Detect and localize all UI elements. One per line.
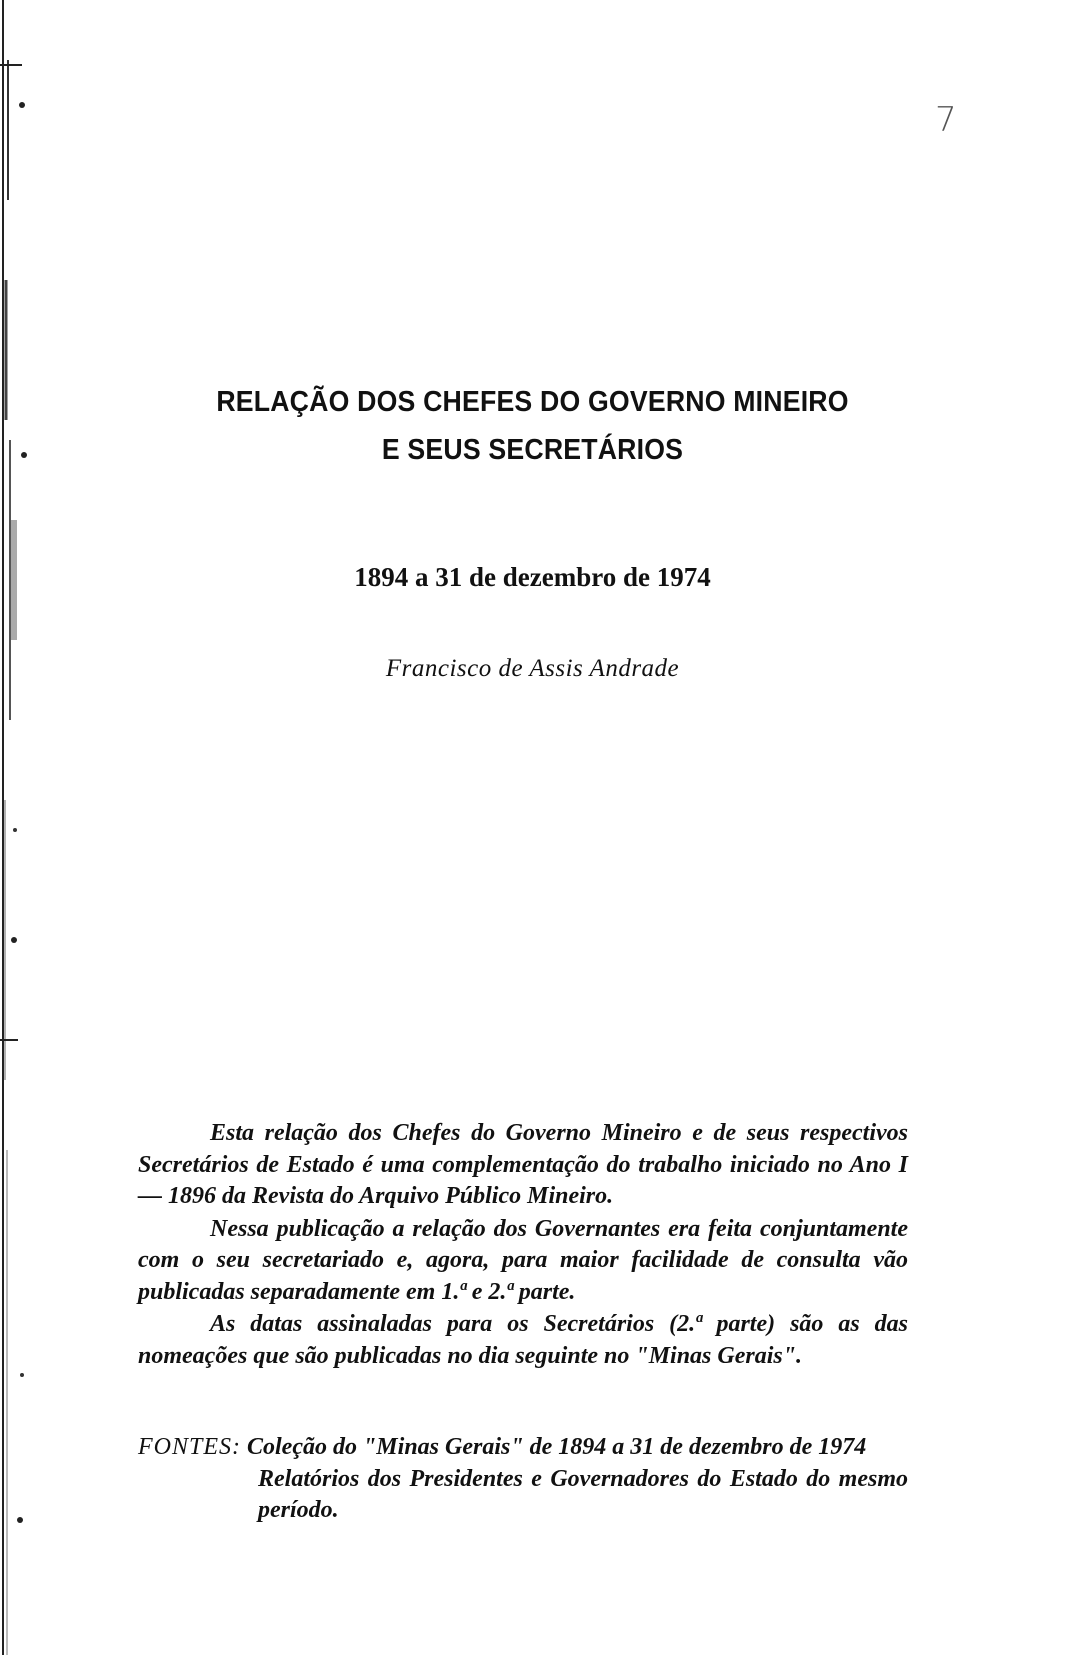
title-line-2: E SEUS SECRETÁRIOS [381,434,684,466]
page-number: 7 [935,100,957,140]
sources-block [138,1432,908,1527]
author-name: Francisco de Assis Andrade [385,655,680,682]
binding-edge-scan-artifact [0,0,40,1655]
sources-label: FONTES: [138,1434,241,1460]
page-title [43,378,1023,474]
intro-paragraph-2: Nessa publicação a relação dos Governantes era feita conjuntamente com o seu secretariado e, agora, para maior facilidade de consulta vão publicadas separadamente em 1.ª e 2.ª parte. [138,1215,908,1305]
intro-paragraph-1: Esta relação dos Chefes do Governo Mineiro e de seus respectivos Secretários de Estado é uma complementação do trabalho iniciado no Ano I — 1896 da Revista do Arquivo Público Mineiro. [138,1120,908,1209]
sources-item-2: Relatórios dos Presidentes e Governadores do Estado do mesmo período. [258,1465,908,1523]
date-range-subtitle: 1894 a 31 de dezembro de 1974 [354,562,711,592]
title-line-1: RELAÇÃO DOS CHEFES DO GOVERNO MINEIRO [216,386,849,418]
sources-first-line [138,1432,908,1464]
intro-text [138,1118,908,1373]
intro-paragraph-3: As datas assinaladas para os Secretários (2.ª parte) são as das nomeações que são publicadas no dia seguinte no "Minas Gerais". [138,1311,908,1369]
sources-item-1: Coleção do "Minas Gerais" de 1894 a 31 de dezembro de 1974 [247,1434,867,1460]
